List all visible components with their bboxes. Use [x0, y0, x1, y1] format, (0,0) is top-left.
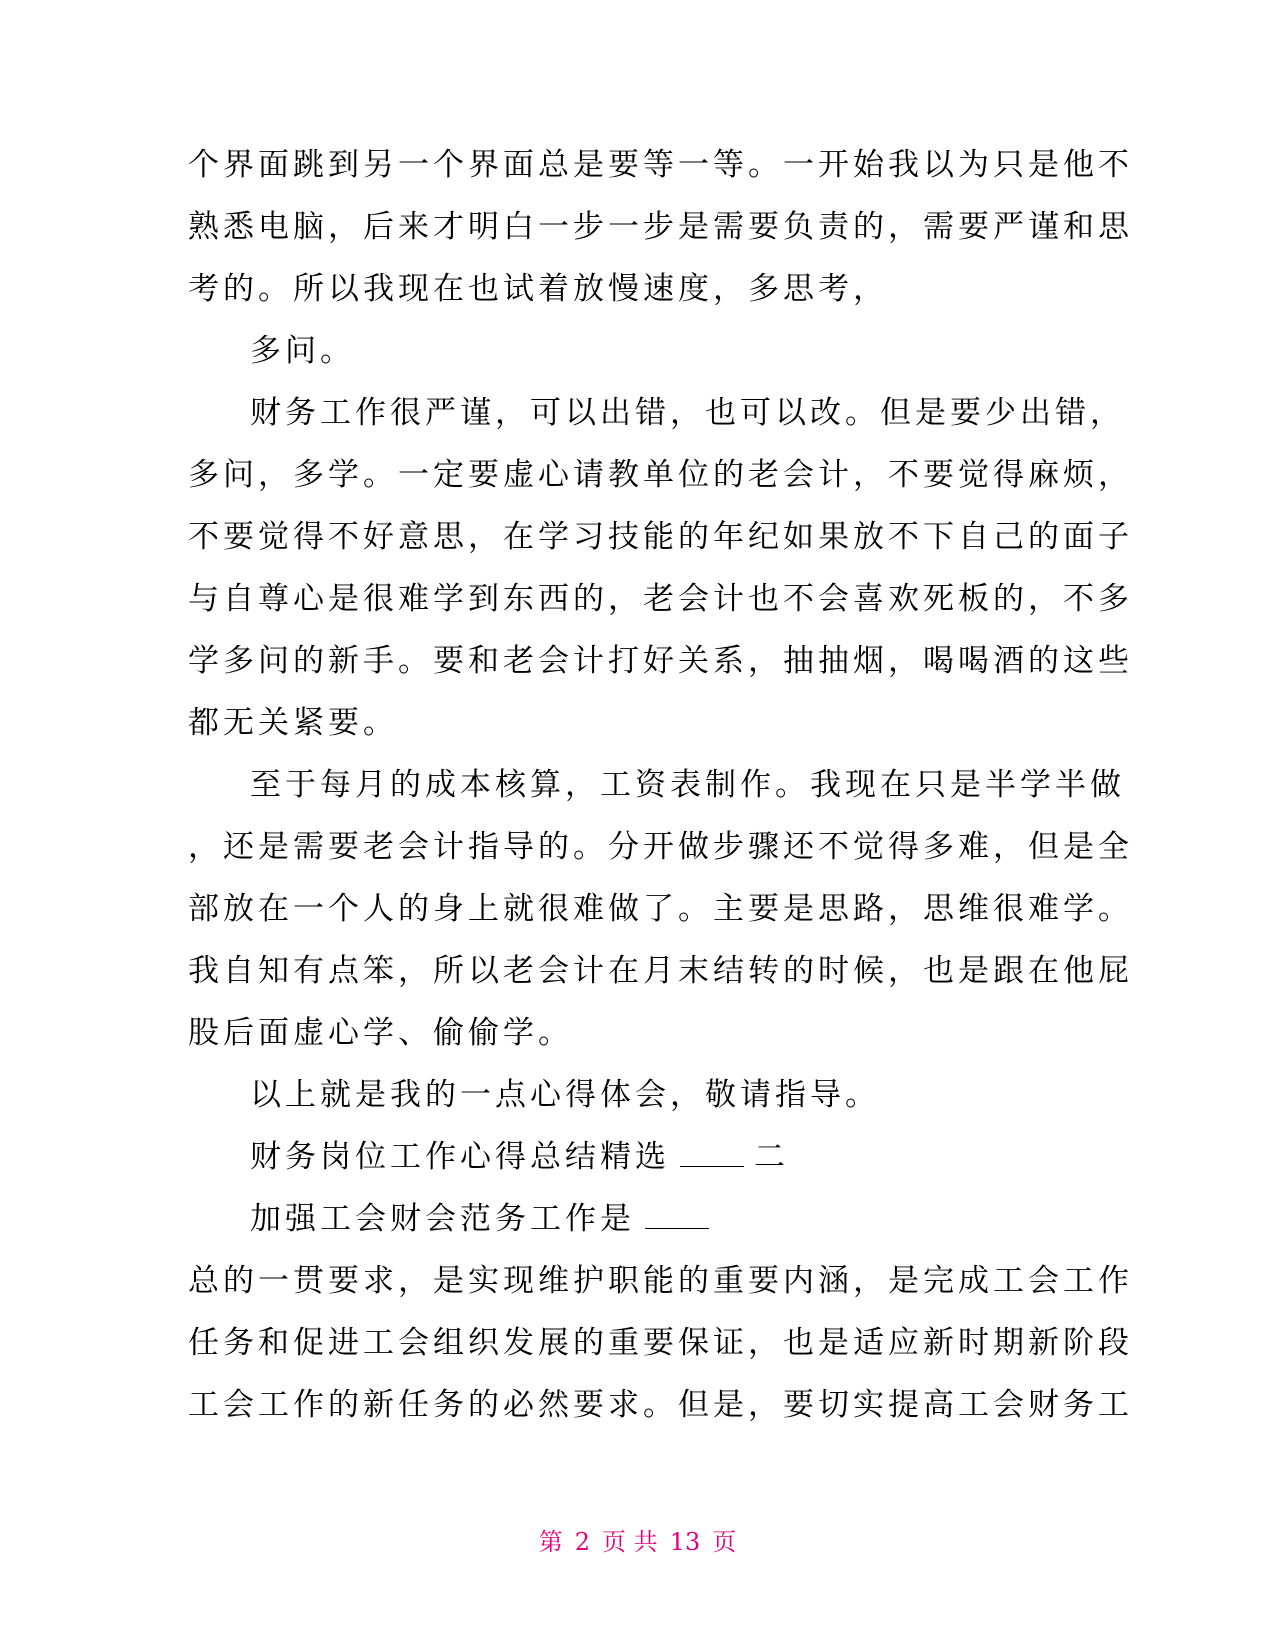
- section-number: 二: [754, 1139, 789, 1175]
- text-line: 部放在一个人的身上就很难做了。主要是思路，思维很难学。: [188, 891, 1133, 927]
- current-page-number: 2: [574, 1528, 591, 1556]
- text-line: [250, 1199, 1150, 1239]
- fill-blank: [645, 1202, 709, 1229]
- total-page-count: 13: [669, 1528, 701, 1556]
- text-line: 我自知有点笨，所以老会计在月末结转的时候，也是跟在他屁: [188, 953, 1133, 989]
- text-line: 熟悉电脑，后来才明白一步一步是需要负责的，需要严谨和思: [188, 209, 1133, 245]
- text-line: 股后面虚心学、偷偷学。: [188, 1015, 573, 1051]
- text-line: 多问。: [250, 333, 355, 369]
- section-heading-text: 财务岗位工作心得总结精选: [250, 1139, 670, 1175]
- footer-suffix: 页: [712, 1528, 737, 1556]
- page-footer: [0, 1527, 1275, 1557]
- text-line: 都无关紧要。: [188, 705, 398, 741]
- text-line: 总的一贯要求，是实现维护职能的重要内涵，是完成工会工作: [188, 1263, 1133, 1299]
- text-line: 多问，多学。一定要虚心请教单位的老会计，不要觉得麻烦，: [188, 457, 1133, 493]
- text-line: 财务工作很严谨，可以出错，也可以改。但是要少出错，: [250, 395, 1125, 431]
- text-line: 任务和促进工会组织发展的重要保证，也是适应新时期新阶段: [188, 1325, 1133, 1361]
- fill-blank: [680, 1140, 744, 1167]
- text-line: 考的。所以我现在也试着放慢速度，多思考，: [188, 271, 888, 307]
- footer-prefix: 第: [538, 1528, 563, 1556]
- text-line: ，还是需要老会计指导的。分开做步骤还不觉得多难，但是全: [188, 829, 1133, 865]
- text-line: 以上就是我的一点心得体会，敬请指导。: [250, 1077, 880, 1113]
- text-line: 学多问的新手。要和老会计打好关系，抽抽烟，喝喝酒的这些: [188, 643, 1133, 679]
- text-line: 与自尊心是很难学到东西的，老会计也不会喜欢死板的，不多: [188, 581, 1133, 617]
- footer-middle: 页 共: [602, 1528, 658, 1556]
- text-line: 工会工作的新任务的必然要求。但是，要切实提高工会财务工: [188, 1387, 1133, 1423]
- section-heading: [250, 1137, 1150, 1177]
- text-line: 不要觉得不好意思，在学习技能的年纪如果放不下自己的面子: [188, 519, 1133, 555]
- text-line-content: 加强工会财会范务工作是: [250, 1201, 635, 1237]
- text-line: 至于每月的成本核算，工资表制作。我现在只是半学半做: [250, 767, 1125, 803]
- text-line: 个界面跳到另一个界面总是要等一等。一开始我以为只是他不: [188, 147, 1133, 183]
